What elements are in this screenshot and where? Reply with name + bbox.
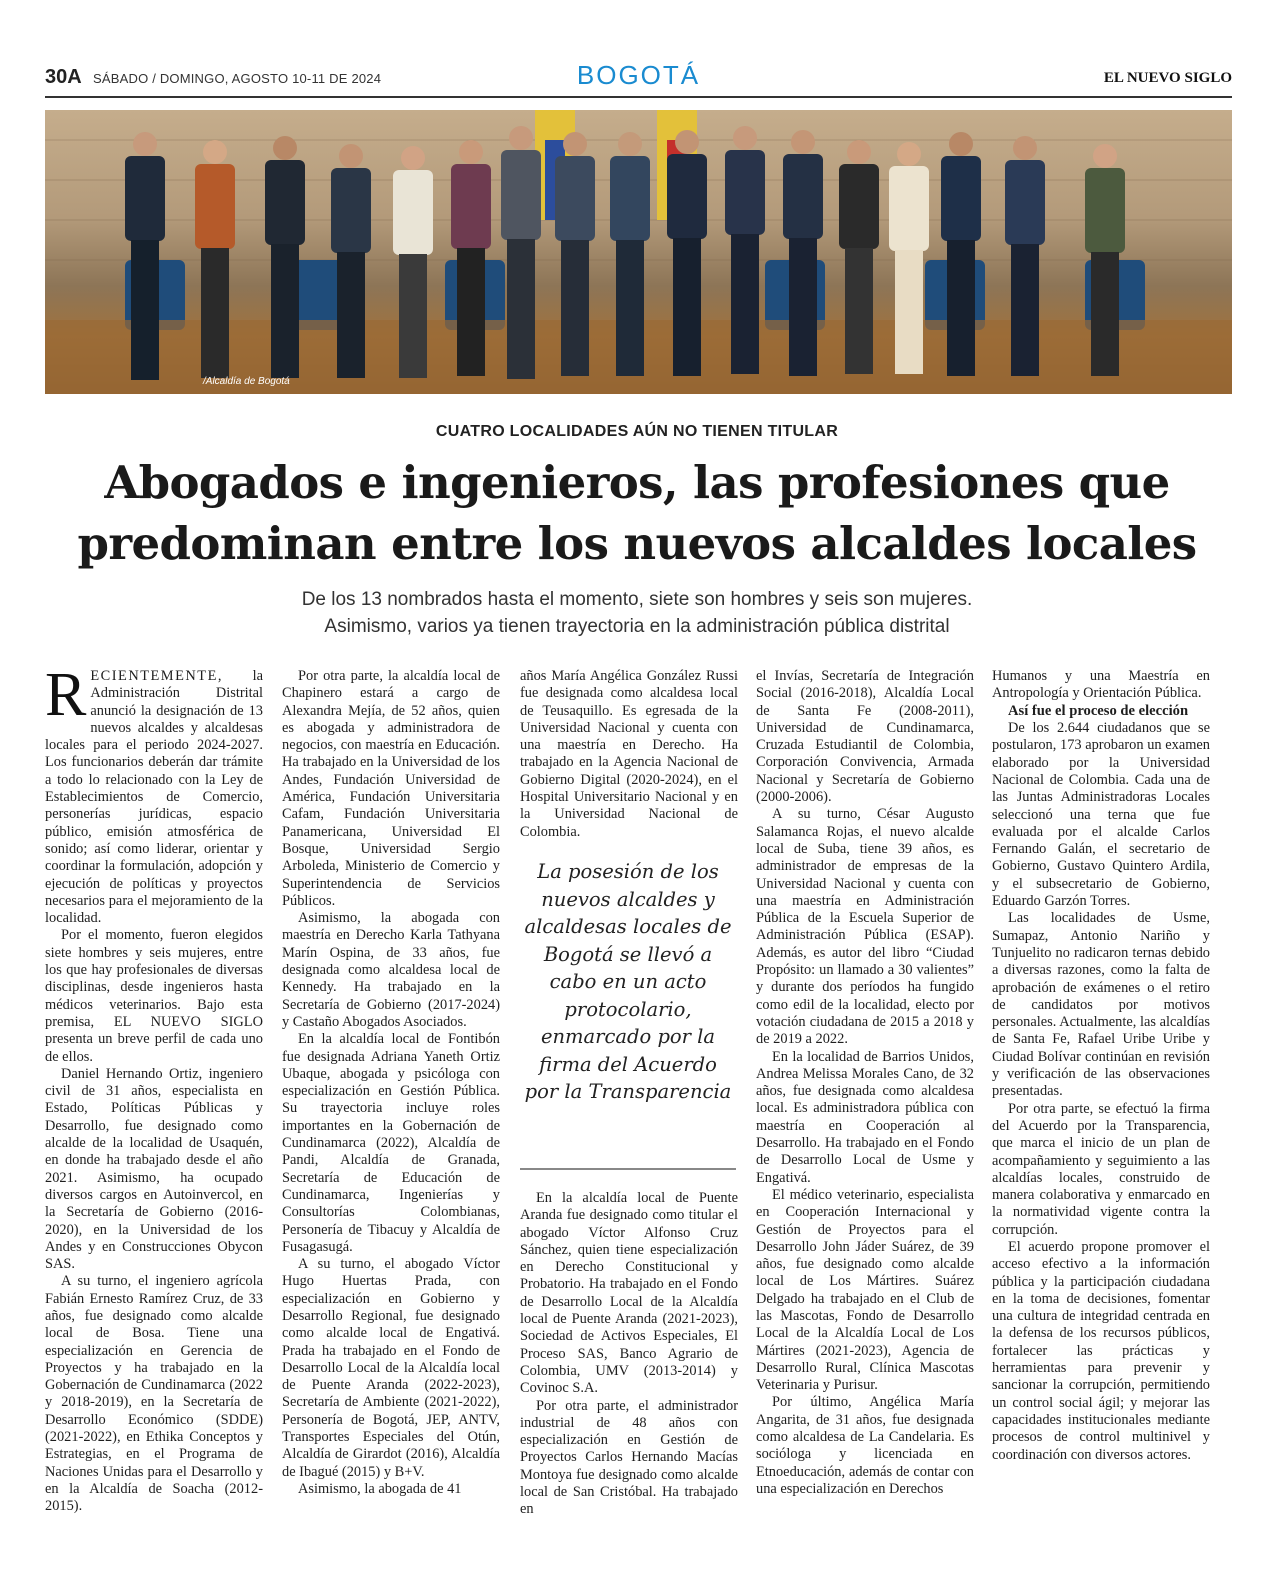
paragraph: Por último, Angélica María Angarita, de 31 años, fue designada como alcaldesa de La Candelaria. Es socióloga y licenciada en Etnoeducación, además de contar con una especialización en Derechos bbox=[756, 1394, 974, 1497]
paragraph: Por el momento, fueron elegidos siete hombres y seis mujeres, entre los que hay profesionales de diversas disciplinas, desde ingenieros hasta médicos veterinarios. Bajo esta premisa, EL NUEVO SIGLO presenta un breve perfil de cada uno de ellos. bbox=[45, 927, 263, 1065]
article-headline bbox=[60, 452, 1214, 574]
paragraph: En la localidad de Barrios Unidos, Andrea Melissa Morales Cano, de 32 años, fue designada como alcaldesa local. Es administradora pública con maestría en Cooperación al Desarrollo. Ha trabajado en el Fondo de Desarrollo Local de Usme y Engativá. bbox=[756, 1048, 974, 1186]
paragraph: Por otra parte, el administrador industrial de 48 años con especialización en Gestión de Proyectos Carlos Hernando Macías Montoya fue designado como alcalde local de San Cristóbal. Ha trabajado en bbox=[520, 1397, 738, 1518]
subhead-line-1: De los 13 nombrados hasta el momento, siete son hombres y seis son mujeres. bbox=[301, 589, 973, 610]
paragraph: Por otra parte, se efectuó la firma del Acuerdo por la Transparencia, que marca el inicio de un plan de acompañamiento y seguimiento a las alcaldías locales, construido de manera colaborativa y enmarcado en la normatividad vigente contra la corrupción. bbox=[992, 1100, 1210, 1238]
paragraph: El acuerdo propone promover el acceso efectivo a la información pública y la participación ciudadana en la toma de decisiones, fomentar una cultura de integridad centrada en la defensa de los recursos públicos, fortalecer las prácticas y herramientas para prevenir y sancionar la corrupción, permitiendo un control social ágil; y mejorar las capacidades institucionales mediante procesos de control multinivel y coordinación con diversos actores. bbox=[992, 1239, 1210, 1463]
paragraph: En la alcaldía local de Puente Aranda fue designado como titular el abogado Víctor Alfonso Cruz Sánchez, quien tiene especialización en Derecho Constitucional y Probatorio. Ha trabajado en el Fondo de Desarrollo Local de la Alcaldía local de Puente Aranda (2021-2023), Sociedad de Activos Especiales, El Proceso SAS, Banco Agrario de Colombia, UMV (2013-2014) y Covinoc S.A. bbox=[520, 1190, 738, 1397]
paragraph-text: la Administración Distrital anunció la designación de 13 nuevos alcaldes y alcaldesas locales para el periodo 2024-2027. Los funcionarios deberán dar trámite a todo lo relacionado con la Ley de Establecimientos de Comercio, personerías jurídicas, espacio público, emisión atmosférica de sonido; así como liderar, orientar y coordinar la formulación, adopción y ejecución de políticas y proyectos necesarios para el mejoramiento de la localidad. bbox=[45, 668, 263, 927]
paragraph: El médico veterinario, especialista en Cooperación Internacional y Gestión de Proyectos para el Desarrollo John Jáder Suárez, de 39 años, fue designado como alcalde local de Los Mártires. Suárez Delgado ha trabajado en el Club de las Mascotas, Fondo de Desarrollo Local de la Alcaldía Local de Los Mártires (2021-2023), Agencia de Desarrollo Rural, Clínica Mascotas Veterinaria y Purisur. bbox=[756, 1186, 974, 1394]
masthead-logo: EL NUEVO SIGLO bbox=[1103, 70, 1232, 86]
paragraph: A su turno, el abogado Víctor Hugo Huertas Prada, con especialización en Gobierno y Desarrollo Regional, fue designado como alcalde local de Engativá. Prada ha trabajado en el Fondo de Desarrollo Local de la Alcaldía local de Puente Aranda (2022-2023), Secretaría de Ambiente (2021-2022), Personería de Bogotá, JEP, ANTV, Transportes Especiales del Otún, Alcaldía de Girardot (2016), Alcaldía de Ibagué (2015) y B+V. bbox=[282, 1256, 500, 1480]
paragraph: el Invías, Secretaría de Integración Social (2016-2018), Alcaldía Local de Santa Fe (2008-2011), Universidad de Cundinamarca, Cruzada Estudiantil de Colombia, Corporación Convivencia, Armada Nacional y Secretaría de Gobierno (2000-2006). bbox=[756, 668, 974, 806]
drop-cap: R bbox=[45, 661, 87, 729]
paragraph: Las localidades de Usme, Sumapaz, Antonio Nariño y Tunjuelito no radicaron ternas debido a diversas razones, como la falta de aprobación de exámenes o el retiro de candidatos por motivos personales. Actualmente, las alcaldías de Santa Fe, Rafael Uribe Uribe y Ciudad Bolívar continúan en revisión y verificación de las observaciones presentadas. bbox=[992, 910, 1210, 1100]
page-header bbox=[45, 60, 1232, 98]
headline-line-1: Abogados e ingenieros, las profesiones que bbox=[104, 456, 1170, 509]
paragraph: A su turno, el ingeniero agrícola Fabián Ernesto Ramírez Cruz, de 33 años, fue designado como alcalde local de Bosa. Tiene una especialización en Gerencia de Proyectos y ha trabajado en la Gobernación de Cundinamarca (2022 y 2018-2019), en la Secretaría de Desarrollo Económico (SDDE) (2021-2022), en Ethika Conceptos y Estrategias, en el Programa de Naciones Unidas para el Desarrollo y en la Alcaldía de Soacha (2012-2015). bbox=[45, 1273, 263, 1515]
pull-quote: La posesión de los nuevos alcaldes y alcaldesas locales de Bogotá se llevó a cabo en un acto protocolario, enmarcado por la firma del Acuerdo por la Transparencia bbox=[520, 858, 736, 1170]
paragraph: años María Angélica González Russi fue designada como alcaldesa local de Teusaquillo. Es egresada de la Universidad Nacional y cuenta con una maestría en Derecho. Ha trabajado en la Agencia Nacional de Gobierno Digital (2020-2024), en el Hospital Universitario Nacional y en la Universidad Nacional de Colombia. bbox=[520, 668, 738, 840]
lead-caps: ECIENTEMENTE, bbox=[90, 668, 223, 684]
article-column-1 bbox=[45, 661, 263, 1516]
article-column-4 bbox=[756, 668, 974, 1498]
article-kicker: CUATRO LOCALIDADES AÚN NO TIENEN TITULAR bbox=[435, 423, 839, 440]
article-column-2 bbox=[282, 668, 500, 1498]
group-photo bbox=[45, 110, 1232, 394]
issue-date: SÁBADO / DOMINGO, AGOSTO 10-11 DE 2024 bbox=[93, 71, 382, 86]
paragraph: Humanos y una Maestría en Antropología y Orientación Pública. bbox=[992, 668, 1210, 702]
article-subhead bbox=[60, 586, 1214, 640]
section-subtitle: Así fue el proceso de elección bbox=[1008, 702, 1189, 719]
paragraph: Asimismo, la abogada con maestría en Derecho Karla Tathyana Marín Ospina, de 33 años, fue designada como alcaldesa local de Kennedy. Ha trabajado en la Secretaría de Gobierno (2017-2024) y Castaño Abogados Asociados. bbox=[282, 910, 500, 1030]
photo-credit: /Alcaldía de Bogotá bbox=[203, 376, 290, 387]
paragraph: A su turno, César Augusto Salamanca Rojas, el nuevo alcalde local de Suba, tiene 39 años, es administrador de empresas de la Universidad Nacional y cuenta con una maestría en Administración Pública de la Escuela Superior de Administración Pública (ESAP). Además, es autor del libro “Ciudad Propósito: un llamado a 30 valientes” y durante dos períodos ha fungido como edil de la localidad, electo por votación ciudadana de 2015 a 2018 y de 2019 a 2022. bbox=[756, 806, 974, 1048]
headline-line-2: predominan entre los nuevos alcaldes locales bbox=[77, 517, 1197, 570]
paragraph: Daniel Hernando Ortiz, ingeniero civil de 31 años, especialista en Estado, Políticas Públicas y Desarrollo, fue designado como alcalde de la localidad de Usaquén, en donde ha trabajado desde el año 2021. Asimismo, ha ocupado diversos cargos en Autoinvercol, en la Secretaría de Gobierno (2016-2020), en la Universidad de los Andes y en Construcciones Obycon SAS. bbox=[45, 1065, 263, 1273]
page-number: 30A bbox=[45, 66, 82, 88]
paragraph: Asimismo, la abogada de 41 bbox=[298, 1480, 462, 1497]
subhead-line-2: Asimismo, varios ya tienen trayectoria en la administración pública distrital bbox=[324, 616, 950, 637]
paragraph: En la alcaldía local de Fontibón fue designada Adriana Yaneth Ortiz Ubaque, abogada y psicóloga con especialización en Gestión Pública. Su trayectoria incluye roles importantes en la Gobernación de Cundinamarca (2022), Alcaldía de Pandi, Alcaldía de Granada, Secretaría de Educación de Cundinamarca, Ingenierías y Consultorías Colombianas, Personería de Tibacuy y Alcaldía de Fusagasugá. bbox=[282, 1031, 500, 1255]
article-column-3 bbox=[520, 668, 738, 841]
paragraph: Por otra parte, la alcaldía local de Chapinero estará a cargo de Alexandra Mejía, de 52 años, quien es abogada y administradora de negocios, con maestría en Educación. Ha trabajado en la Universidad de los Andes, Fundación Universidad de América, Fundación Universitaria Cafam, Fundación Universitaria Panamericana, Universidad El Bosque, Universidad Sergio Arboleda, Ministerio de Comercio y Superintendencia de Servicios Públicos. bbox=[282, 668, 500, 909]
group-photo-illustration bbox=[45, 110, 1232, 394]
paragraph: De los 2.644 ciudadanos que se postularon, 173 aprobaron un examen elaborado por la Universidad Nacional de Colombia. Cada una de las Juntas Administradoras Locales seleccionó una terna que fue evaluada por el alcalde Carlos Fernando Galán, el secretario de Gobierno, Gustavo Quintero Ardila, y el subsecretario de Gobierno, Eduardo Garzón Torres. bbox=[992, 720, 1210, 910]
paragraph bbox=[45, 661, 263, 927]
article-column-3-lower bbox=[520, 1190, 738, 1519]
section-title: BOGOTÁ bbox=[576, 60, 701, 90]
article-column-5 bbox=[992, 668, 1210, 1464]
